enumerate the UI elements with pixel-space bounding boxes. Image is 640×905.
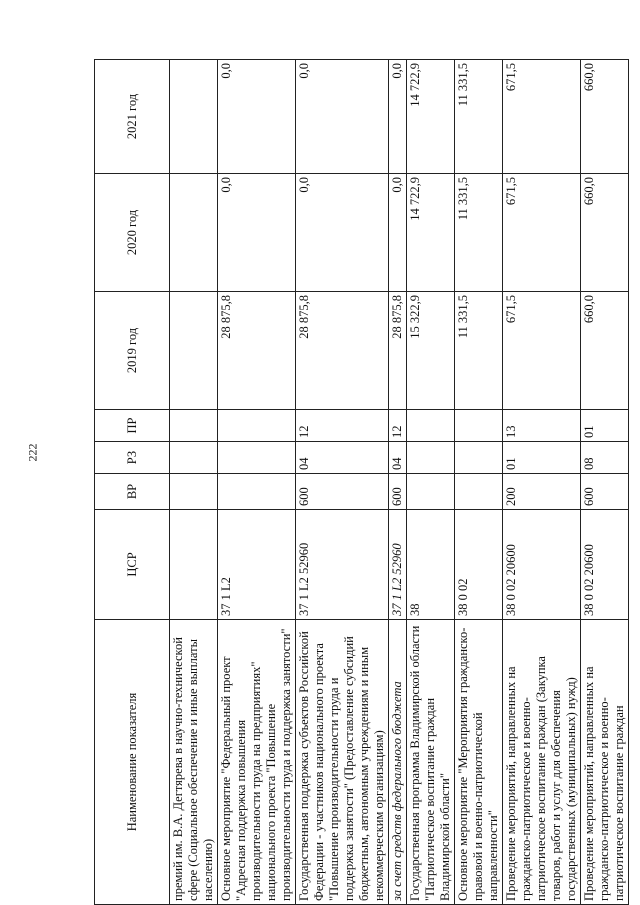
cell-vr: 200 bbox=[503, 474, 581, 510]
cell-2020: 11 331,5 bbox=[455, 174, 503, 292]
cell-vr bbox=[218, 474, 296, 510]
cell-rz: 01 bbox=[503, 442, 581, 474]
cell-2020: 660,0 bbox=[581, 174, 629, 292]
table-row bbox=[296, 60, 389, 905]
cell-2019: 11 331,5 bbox=[455, 292, 503, 410]
page-number-text: 222 bbox=[25, 443, 40, 461]
cell-2019 bbox=[170, 292, 218, 410]
cell-2021: 0,0 bbox=[218, 60, 296, 174]
cell-csr: 37 1 L2 52960 bbox=[389, 510, 407, 620]
cell-pr: 12 bbox=[389, 410, 407, 442]
cell-csr: 38 0 02 bbox=[455, 510, 503, 620]
table-row bbox=[407, 60, 455, 905]
cell-2019: 660,0 bbox=[581, 292, 629, 410]
cell-pr: 01 bbox=[581, 410, 629, 442]
cell-2021 bbox=[170, 60, 218, 174]
cell-pr bbox=[407, 410, 455, 442]
cell-2019: 28 875,8 bbox=[296, 292, 389, 410]
cell-rz bbox=[455, 442, 503, 474]
cell-csr: 38 0 02 20600 bbox=[503, 510, 581, 620]
budget-table bbox=[94, 59, 629, 905]
cell-vr: 600 bbox=[296, 474, 389, 510]
cell-pr bbox=[218, 410, 296, 442]
table-header-row bbox=[95, 60, 170, 905]
cell-2021: 660,0 bbox=[581, 60, 629, 174]
cell-rz: 04 bbox=[389, 442, 407, 474]
cell-name: премий им. В.А. Дегтярева в научно-технической сфере (Социальное обеспечение и иные выплаты населению) bbox=[170, 620, 218, 905]
cell-name: Государственная поддержка субъектов Российской Федерации - участников национального проекта "Повышение производительности труда и поддержка занятости" (Предоставление субсидий бюджетным, автономным учреждениям и иным некоммерческим организациям) bbox=[296, 620, 389, 905]
cell-vr: 600 bbox=[581, 474, 629, 510]
table-row bbox=[503, 60, 581, 905]
cell-2020: 671,5 bbox=[503, 174, 581, 292]
header-vr: ВР bbox=[95, 474, 170, 510]
cell-2020: 0,0 bbox=[218, 174, 296, 292]
cell-pr: 12 bbox=[296, 410, 389, 442]
header-2019: 2019 год bbox=[95, 292, 170, 410]
header-pr: ПР bbox=[95, 410, 170, 442]
header-rz: РЗ bbox=[95, 442, 170, 474]
cell-csr bbox=[170, 510, 218, 620]
cell-name: Проведение мероприятий, направленных на гражданско-патриотическое и военно-патриотическое воспитание граждан (Закупка товаров, работ и услуг для обеспечения государственных (муниципальных) нужд) bbox=[503, 620, 581, 905]
cell-vr bbox=[455, 474, 503, 510]
cell-rz: 04 bbox=[296, 442, 389, 474]
cell-vr bbox=[170, 474, 218, 510]
header-2021: 2021 год bbox=[95, 60, 170, 174]
cell-2019: 28 875,8 bbox=[389, 292, 407, 410]
cell-csr: 37 1 L2 bbox=[218, 510, 296, 620]
cell-2020: 0,0 bbox=[389, 174, 407, 292]
cell-rz bbox=[407, 442, 455, 474]
cell-2021: 14 722,9 bbox=[407, 60, 455, 174]
cell-csr: 38 0 02 20600 bbox=[581, 510, 629, 620]
cell-pr: 13 bbox=[503, 410, 581, 442]
table-row bbox=[389, 60, 407, 905]
cell-name: Проведение мероприятий, направленных на гражданско-патриотическое и военно-патриотическое воспитание граждан bbox=[581, 620, 629, 905]
page-number bbox=[24, 437, 42, 467]
cell-2019: 671,5 bbox=[503, 292, 581, 410]
cell-2021: 0,0 bbox=[296, 60, 389, 174]
table-row bbox=[455, 60, 503, 905]
cell-csr: 38 bbox=[407, 510, 455, 620]
cell-vr: 600 bbox=[389, 474, 407, 510]
cell-2021: 0,0 bbox=[389, 60, 407, 174]
cell-2021: 671,5 bbox=[503, 60, 581, 174]
cell-2021: 11 331,5 bbox=[455, 60, 503, 174]
cell-2019: 28 875,8 bbox=[218, 292, 296, 410]
cell-rz bbox=[218, 442, 296, 474]
cell-name: Государственная программа Владимирской области "Патриотическое воспитание граждан Владимирской области" bbox=[407, 620, 455, 905]
cell-rz bbox=[170, 442, 218, 474]
rotated-table-area bbox=[94, 57, 640, 905]
cell-name: Основное мероприятие "Федеральный проект "Адресная поддержка повышения производительности труда на предприятиях" национального проекта "Повышение производительности труда и поддержка занятости" bbox=[218, 620, 296, 905]
rotated-table-container bbox=[94, 57, 640, 905]
cell-pr bbox=[455, 410, 503, 442]
table-row bbox=[218, 60, 296, 905]
cell-2019: 15 322,9 bbox=[407, 292, 455, 410]
cell-2020: 14 722,9 bbox=[407, 174, 455, 292]
table-row bbox=[581, 60, 629, 905]
cell-name: за счет средств федерального бюджета bbox=[389, 620, 407, 905]
cell-rz: 08 bbox=[581, 442, 629, 474]
table-row bbox=[170, 60, 218, 905]
cell-csr: 37 1 L2 52960 bbox=[296, 510, 389, 620]
cell-2020: 0,0 bbox=[296, 174, 389, 292]
cell-vr bbox=[407, 474, 455, 510]
cell-name: Основное мероприятие "Мероприятия гражданско-правовой и военно-патриотической направленности" bbox=[455, 620, 503, 905]
cell-pr bbox=[170, 410, 218, 442]
header-csr: ЦСР bbox=[95, 510, 170, 620]
header-2020: 2020 год bbox=[95, 174, 170, 292]
header-name: Наименование показателя bbox=[95, 620, 170, 905]
cell-2020 bbox=[170, 174, 218, 292]
